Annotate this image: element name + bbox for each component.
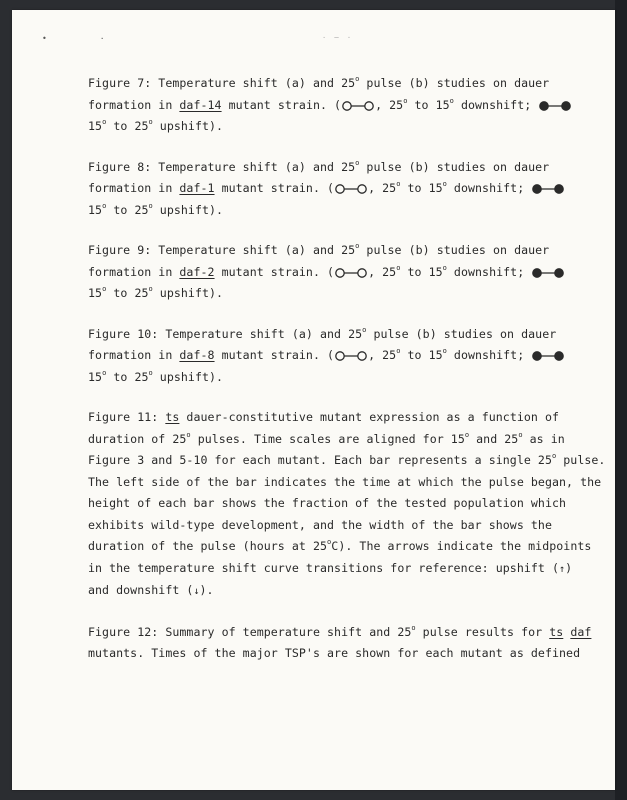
caption-text: formation in xyxy=(88,348,180,362)
degree-superscript: o xyxy=(355,158,360,167)
underlined-gene-name: daf-1 xyxy=(179,181,215,195)
caption-text: Figure 11: xyxy=(88,410,166,424)
caption-line xyxy=(88,472,608,494)
degree-superscript: o xyxy=(355,242,360,250)
degree-superscript: o xyxy=(442,263,447,272)
symbol-circle xyxy=(562,101,570,109)
degree-superscript: o xyxy=(102,118,107,126)
underlined-gene-name: daf xyxy=(570,624,592,639)
symbol-circle xyxy=(358,185,366,193)
caption-line xyxy=(88,367,608,389)
degree-superscript: o xyxy=(362,325,367,334)
open-circle-line-symbol xyxy=(334,350,368,362)
caption-text: Figure 12: Summary of temperature shift and 25 xyxy=(88,624,412,639)
caption-text: Figure 9: Temperature shift (a) and 25 xyxy=(88,243,356,257)
degree-superscript: o xyxy=(403,96,408,105)
caption-text: pulse results for xyxy=(415,624,550,639)
underlined-gene-name: ts xyxy=(549,624,564,639)
caption-text: Figure 10: Temperature shift (a) and 25 xyxy=(88,326,363,341)
symbol-circle xyxy=(555,185,563,193)
caption-text: mutants. Times of the major TSP's are shown for each mutant as defined xyxy=(88,646,581,660)
filled-circle-line-symbol xyxy=(531,183,565,195)
degree-superscript: o xyxy=(148,285,153,293)
figure-caption xyxy=(88,324,608,389)
filled-circle-line-symbol xyxy=(531,267,565,279)
caption-line xyxy=(88,283,608,305)
degree-superscript: o xyxy=(186,430,191,439)
caption-text: to 25 xyxy=(106,202,149,217)
caption-line xyxy=(88,116,608,138)
caption-text: , 25 xyxy=(368,348,397,362)
caption-text: and downshift ( xyxy=(88,583,194,597)
figure-caption xyxy=(88,73,608,138)
symbol-circle xyxy=(533,352,541,360)
caption-text: upshift). xyxy=(152,202,224,217)
degree-superscript: o xyxy=(551,452,557,460)
caption-text: to 25 xyxy=(106,369,149,384)
up-arrow-icon: ↑ xyxy=(559,563,566,575)
symbol-circle xyxy=(336,185,344,193)
degree-superscript: o xyxy=(518,430,523,439)
caption-text: The left side of the bar indicates the time at which the pulse began, the xyxy=(88,474,602,489)
caption-text: formation in xyxy=(88,97,180,112)
figure-caption xyxy=(88,407,608,603)
caption-line xyxy=(88,622,608,644)
symbol-circle xyxy=(358,268,366,276)
caption-line xyxy=(88,157,608,179)
degree-superscript: o xyxy=(396,180,401,188)
degree-superscript: o xyxy=(102,368,107,377)
caption-line xyxy=(88,515,608,537)
underlined-gene-name: ts xyxy=(165,410,180,424)
caption-text: duration of 25 xyxy=(88,431,187,446)
caption-text: C). The arrows indicate the midpoints xyxy=(331,539,592,553)
degree-superscript: o xyxy=(396,263,401,272)
caption-text: Figure 3 and 5-10 for each mutant. Each bar represents a single 25 xyxy=(88,453,552,467)
caption-line xyxy=(88,643,608,665)
caption-text: mutant strain. ( xyxy=(214,348,335,362)
degree-superscript: o xyxy=(449,96,454,105)
caption-text: 15 xyxy=(88,286,103,300)
caption-text: 15 xyxy=(88,119,103,133)
caption-text: 15 xyxy=(88,202,103,217)
degree-superscript: o xyxy=(148,118,153,126)
symbol-circle xyxy=(343,101,351,109)
symbol-circle xyxy=(336,352,344,360)
caption-text: to 25 xyxy=(106,286,149,300)
symbol-circle xyxy=(540,101,548,109)
caption-text: to 15 xyxy=(407,97,450,112)
caption-line xyxy=(88,240,608,262)
caption-line xyxy=(88,200,608,222)
caption-text: to 25 xyxy=(106,119,149,133)
caption-text: , 25 xyxy=(368,181,397,195)
filled-circle-line-symbol xyxy=(531,350,565,362)
caption-line xyxy=(88,262,608,284)
caption-text: ) xyxy=(565,560,573,575)
open-circle-line-symbol xyxy=(334,267,368,279)
caption-text: to 15 xyxy=(400,348,443,362)
caption-line xyxy=(88,493,608,515)
caption-text: and 25 xyxy=(469,431,519,446)
caption-text: upshift). xyxy=(152,119,224,133)
caption-text: formation in xyxy=(88,181,180,195)
caption-line xyxy=(88,450,608,472)
caption-line xyxy=(88,580,608,603)
underlined-gene-name: daf-14 xyxy=(179,97,222,112)
figure-caption xyxy=(88,157,608,222)
figure-caption xyxy=(88,622,608,665)
caption-text: downshift; xyxy=(446,181,532,195)
figure-captions xyxy=(88,73,608,684)
symbol-circle xyxy=(365,101,373,109)
caption-line xyxy=(88,345,608,367)
caption-text: to 15 xyxy=(400,181,443,195)
symbol-circle xyxy=(555,268,563,276)
caption-text: Figure 7: Temperature shift (a) and 25 xyxy=(88,76,356,90)
caption-line xyxy=(88,178,608,200)
caption-text: , 25 xyxy=(375,97,404,112)
caption-text: in the temperature shift curve transitions for reference: upshift ( xyxy=(88,560,560,575)
faint-header-mark: · ─ · xyxy=(322,34,354,42)
scan-background-edge xyxy=(615,0,627,800)
caption-text: , 25 xyxy=(368,264,397,279)
caption-line xyxy=(88,558,608,581)
caption-text: downshift; xyxy=(446,264,532,279)
down-arrow-icon: ↓ xyxy=(193,586,200,597)
caption-text: pulses. Time scales are aligned for 15 xyxy=(190,431,465,446)
open-circle-line-symbol xyxy=(341,100,375,112)
degree-superscript: o xyxy=(102,201,107,210)
caption-text: downshift; xyxy=(453,97,539,112)
degree-superscript: o xyxy=(355,75,360,83)
degree-superscript: o xyxy=(102,285,107,293)
caption-text: mutant strain. ( xyxy=(221,97,342,112)
symbol-circle xyxy=(555,352,563,360)
caption-text: 15 xyxy=(88,369,103,384)
caption-text: pulse (b) studies on dauer xyxy=(359,76,550,90)
caption-text: height of each bar shows the fraction of the tested population which xyxy=(88,496,567,510)
caption-text: Figure 8: Temperature shift (a) and 25 xyxy=(88,159,356,174)
caption-text: pulse. xyxy=(556,453,606,467)
symbol-circle xyxy=(358,352,366,360)
degree-superscript: o xyxy=(148,368,153,377)
caption-line xyxy=(88,536,608,558)
degree-superscript: o xyxy=(148,201,153,210)
caption-line xyxy=(88,324,608,346)
caption-text: pulse (b) studies on dauer xyxy=(366,326,557,341)
degree-superscript: o xyxy=(327,538,332,546)
open-circle-line-symbol xyxy=(334,183,368,195)
symbol-circle xyxy=(533,268,541,276)
caption-text: upshift). xyxy=(152,286,224,300)
caption-text: mutant strain. ( xyxy=(214,264,335,279)
caption-text: pulse (b) studies on dauer xyxy=(359,243,550,257)
caption-text: exhibits wild-type development, and the width of the bar shows the xyxy=(88,517,552,532)
caption-text: to 15 xyxy=(400,264,443,279)
caption-text: duration of the pulse (hours at 25 xyxy=(88,539,328,553)
caption-text: downshift; xyxy=(446,348,532,362)
scan-specks: • · xyxy=(42,34,105,43)
caption-text: formation in xyxy=(88,264,180,279)
degree-superscript: o xyxy=(442,347,447,355)
caption-text: as in xyxy=(522,431,565,446)
symbol-circle xyxy=(533,185,541,193)
caption-line xyxy=(88,73,608,95)
caption-text: mutant strain. ( xyxy=(214,181,335,195)
degree-superscript: o xyxy=(464,430,470,439)
filled-circle-line-symbol xyxy=(538,100,572,112)
caption-text: upshift). xyxy=(152,369,224,384)
degree-superscript: o xyxy=(396,347,401,355)
underlined-gene-name: daf-8 xyxy=(179,348,215,362)
figure-caption xyxy=(88,240,608,305)
underlined-gene-name: daf-2 xyxy=(179,264,215,279)
symbol-circle xyxy=(336,268,344,276)
caption-line xyxy=(88,407,608,429)
degree-superscript: o xyxy=(411,623,416,632)
caption-line xyxy=(88,95,608,117)
degree-superscript: o xyxy=(442,180,447,188)
caption-text: dauer-constitutive mutant expression as a function of xyxy=(179,410,560,424)
caption-text: ). xyxy=(199,583,214,597)
caption-text: pulse (b) studies on dauer xyxy=(359,159,550,174)
caption-line xyxy=(88,429,608,451)
